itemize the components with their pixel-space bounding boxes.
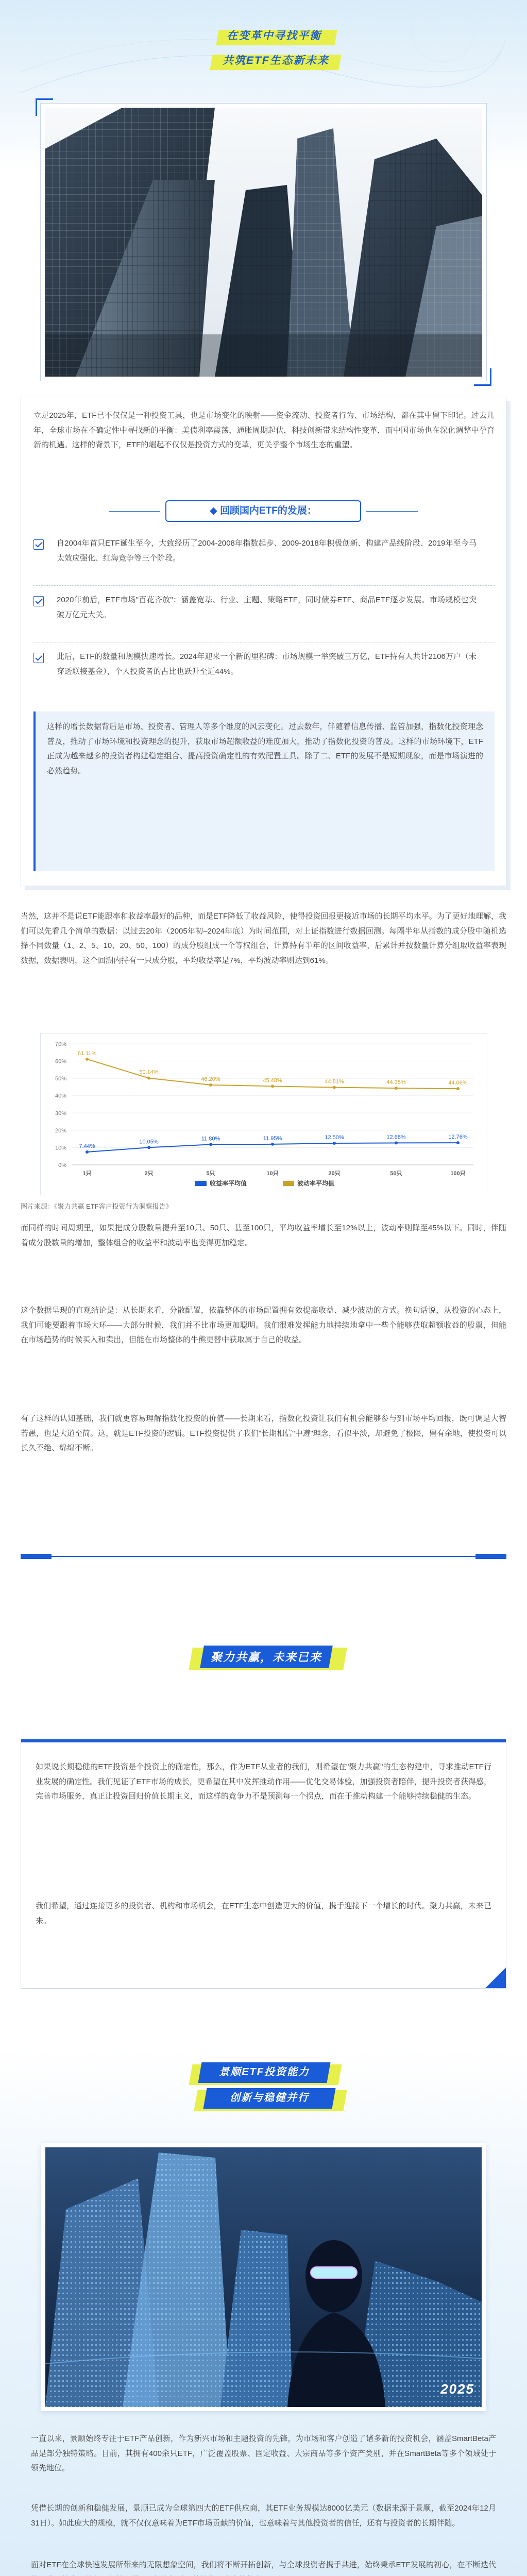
data-point (86, 1058, 89, 1061)
y-tick-label: 20% (55, 1127, 66, 1134)
hero-photo-frame (40, 103, 487, 381)
data-point (209, 1143, 212, 1146)
card-top-bar (21, 1739, 506, 1742)
legend-swatch (283, 1181, 294, 1186)
photo-year-label: 2025 (440, 2381, 474, 2397)
highlight-box (33, 711, 495, 871)
data-label: 12.68% (386, 1134, 406, 1141)
data-point (86, 1150, 89, 1154)
data-point (395, 1141, 398, 1144)
hero-title-line1: 在变革中寻找平衡 (227, 30, 321, 42)
data-label: 44.06% (448, 1080, 468, 1087)
data-point (333, 1142, 336, 1145)
frame-corner (36, 98, 53, 116)
intro-paragraph: 立足2025年，ETF已不仅仅是一种投资工具，也是市场变化的映射——资金流动、投资者行为、市场结构，都在其中留下印记。过去几年，全球市场在不确定性中寻找新的平衡：美债利率震荡，通胀周期起伏，科技创新带来结构性变革，而中国市场也在深化调整中孕育新的机遇。这样的背景下，ETF的崛起不仅仅是投资方式的变革，更关乎整个市场生态的重塑。 (33, 411, 495, 449)
x-tick-label: 2只 (144, 1171, 154, 1177)
data-label: 10.05% (139, 1139, 159, 1145)
data-label: 45.48% (263, 1077, 282, 1084)
skyscraper-illustration (45, 108, 482, 377)
section3-title-line2: 创新与稳健并行 (230, 2092, 309, 2104)
data-label: 12.50% (325, 1134, 344, 1141)
checkbox-icon (33, 596, 44, 606)
section3-paragraph-3: 面对ETF在全球快速发展所带来的无限想象空间，我们将不断开拓创新，与全球投资者携手共进，始终秉承ETF发展的初心，在不断迭代 (31, 2561, 496, 2569)
data-label: 7.44% (79, 1143, 95, 1150)
divider (33, 585, 495, 586)
section2-paragraph-1: 如果说长期稳健的ETF投资是个投资上的确定性，那么，作为ETF从业者的我们，则希望在"聚力共赢"的生态构建中，寻求推动ETF行业发展的确定性。我们见证了ETF市场的成长，更希望在其中发挥推动作用——优化交易体验，加强投资者陪伴，提升投资者获得感，完善市场服务，真正让投资回归价值长期主义，而这样的竞争力不是预测每一个拐点，而在于推动构建一个能够持续稳健的生态。 (36, 1762, 491, 1801)
data-label: 11.80% (201, 1136, 220, 1142)
x-tick-label: 10只 (266, 1171, 279, 1177)
section-divider-accent (21, 1554, 52, 1559)
x-tick-label: 20只 (328, 1171, 341, 1177)
data-label: 50.14% (139, 1069, 159, 1076)
section3-photo-vr (41, 2143, 486, 2411)
subtitle-diamond-icon: ◆ (210, 505, 220, 516)
data-label: 44.81% (325, 1078, 344, 1085)
data-label: 46.20% (201, 1076, 220, 1082)
data-point (456, 1087, 460, 1090)
chart-caption: 图片来源：《聚力共赢 ETF客户投资行为洞察报告》 (21, 1202, 173, 1210)
data-point (147, 1146, 150, 1149)
frame-corner (474, 368, 491, 386)
checkbox-icon (33, 653, 44, 663)
x-tick-label: 5只 (206, 1171, 215, 1177)
analysis-paragraph-3: 这个数据呈现的直观结论是：从长期来看，分散配置，依靠整体的市场配置拥有效提高收益、减少波动的方式。换句话说，从投资的心态上，我们可能要跟着市场大环——大部分时候，我们并不比市场更加聪明。我们很难发挥能力地持续地拿中一些个能够获取超额收益的股票，但能在市场趋势的时候买入和卖出，但能在市场整体的牛熊更替中获取属于自己的收益。 (21, 1306, 506, 1344)
section2-title (191, 1643, 345, 1674)
subtitle-text: 回顾国内ETF的发展： (220, 505, 317, 516)
data-label: 11.95% (263, 1135, 282, 1142)
data-label: 12.76% (448, 1134, 468, 1141)
intro-card (21, 397, 506, 886)
checkbox-icon (33, 539, 44, 550)
x-tick-label: 1只 (82, 1171, 92, 1177)
data-label: 61.11% (77, 1050, 97, 1057)
hero-title (211, 21, 345, 76)
section3-title-line1: 景顺ETF投资能力 (219, 2066, 310, 2078)
list-item-text: 2020年前后，ETF市场"百花齐放"：涵盖宽基、行业、主题、策略ETF，同时债券ETF、商品ETF逐步发展。市场规模也突破万亿元大关。 (57, 596, 477, 619)
section3-paragraph-2: 凭借长期的创新和稳健发展，景顺已成为全球第四大的ETF供应商，其ETF业务规模达8000亿美元（数据来源于景顺，截至2024年12月31日）。如此庞大的规模，就不仅仅意味着为ETF市场贡献的价值，也意味着与其他投资者的信任，还有与投资者的长期伴随。 (31, 2504, 496, 2528)
x-tick-label: 100只 (450, 1171, 466, 1177)
card-corner-triangle (485, 1968, 506, 1988)
data-point (209, 1083, 212, 1087)
data-point (271, 1084, 274, 1088)
y-tick-label: 50% (55, 1076, 66, 1082)
section-divider (21, 1556, 506, 1560)
section2-paragraph-2: 我们希望，通过连接更多的投资者、机构和市场机会，在ETF生态中创造更大的价值，携手迎接下一个增长的时代。聚力共赢，未来已来。 (36, 1902, 491, 1925)
hero-title-line2: 共筑ETF生态新未来 (223, 55, 329, 66)
data-point (395, 1087, 398, 1090)
y-tick-label: 40% (55, 1093, 66, 1099)
analysis-paragraph-1: 当然，这并不是说ETF能跟率和收益率最好的品种，而是ETF降低了收益风险，使得投资回报更接近市场的长期平均水平。为了更好地理解，我们可以先看几个简单的数据：以过去20年（2005年初–2024年底）为时间范围，对上证指数进行数据回测。每隔半年从指数的成分股中随机选择不同数量（1、2、5、10、20、50、100）的成分股组成一个等权组合，计算持有半年的区间收益率，后累计并按数量计算分组取收益率表现数据，数据表明，这个回溯内持有一只成分股，平均收益率是7%，平均波动率则达到61%。 (21, 912, 506, 965)
list-item-text: 此后，ETF的数量和规模快速增长。2024年迎来一个新的里程碑：市场规模一举突破三万亿，ETF持有人共计2106万户（未穿透联接基金），个人投资者的占比也跃升至近44%。 (57, 652, 477, 676)
city-vr-illustration (45, 2147, 482, 2407)
legend-label: 波动率平均值 (297, 1180, 335, 1187)
data-label: 44.35% (386, 1079, 406, 1086)
subtitle-pill (165, 500, 361, 522)
y-tick-label: 0% (58, 1162, 66, 1168)
y-tick-label: 70% (55, 1041, 66, 1047)
list-item-text: 自2004年首只ETF诞生至今，大致经历了2004-2008年指数起步、2009-2018年积极创新、构建产品线阶段、2019年至今马太效应强化、红海竞争等三个阶段。 (57, 539, 477, 563)
returns-volatility-chart (40, 1033, 487, 1195)
chart-canvas (41, 1033, 488, 1196)
section3-title (191, 2058, 345, 2115)
x-tick-label: 50只 (390, 1171, 402, 1177)
data-point (271, 1143, 274, 1146)
analysis-paragraph-2: 而同样的时间周期里，如果把成分股数量提升至10只、50只、甚至100只，平均收益率增长至12%以上，波动率则降至45%以下。同时，伴随着成分股数量的增加，整体组合的收益率和波动率也变得更加稳定。 (21, 1224, 506, 1247)
y-tick-label: 60% (55, 1058, 66, 1065)
data-point (333, 1086, 336, 1089)
legend-label: 收益率平均值 (210, 1180, 247, 1187)
subtitle-rule (366, 511, 418, 512)
section3-paragraph-1: 一直以来，景顺始终专注于ETF产品创新，作为新兴市场和主题投资的先锋，为市场和客户创造了诸多新的投资机会，涵盖SmartBeta产品是部分独特策略。目前，其拥有400余只ETF，广泛覆盖股票、固定收益、大宗商品等多个资产类别，并在SmartBeta等多个领域处于领先地位。 (31, 2434, 496, 2472)
y-tick-label: 30% (55, 1110, 66, 1117)
data-point (456, 1141, 460, 1144)
hero-photo-skyscrapers (45, 108, 482, 377)
highlight-text: 这样的增长数据背后是市场、投资者、管理人等多个维度的风云变化。过去数年，伴随着信息传播、监管加强，指数化投资理念普及，推动了市场环境和投资理念的提升，获取市场超额收益的难度加大，推动了指数化投资的普及。这样的市场环境下，ETF正成为越来越多的投资者构建稳定组合、提高投资确定性的有效配置工具。除了二、ETF的发展不是短期现象，而是市场演进的必然趋势。 (47, 722, 483, 775)
section2-card (21, 1739, 506, 1989)
section2-title-text: 聚力共赢，未来已来 (210, 1651, 322, 1664)
legend-swatch (195, 1181, 207, 1186)
y-tick-label: 10% (55, 1145, 66, 1151)
analysis-paragraph-4: 有了这样的认知基础，我们就更容易理解指数化投资的价值——长期来看，指数化投资让我们有机会能够参与到市场平均回报，既可调是大智若愚，也是大道至简。这，就是ETF投资的逻辑。ETF投资提供了我们"长期相信"中遵"理念，看似平淡，却避免了极限，留有余地，使投资可以长久不绝、绵绵不断。 (21, 1414, 506, 1452)
subtitle-rule (109, 511, 160, 512)
section-divider-accent (475, 1554, 506, 1559)
data-point (147, 1077, 150, 1080)
